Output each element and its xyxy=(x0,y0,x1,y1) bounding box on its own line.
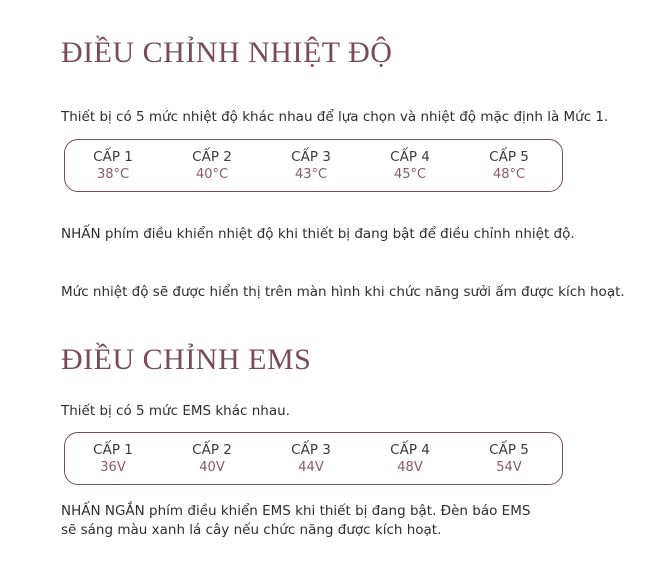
temperature-heading: ĐIỀU CHỈNH NHIỆT ĐỘ xyxy=(61,36,393,69)
level-value: 48°C xyxy=(492,166,526,182)
level-value: 40°C xyxy=(195,166,229,182)
ems-level-3 xyxy=(289,441,333,477)
level-name: CẤP 4 xyxy=(390,441,430,458)
ems-level-1 xyxy=(91,441,135,477)
temperature-level-5 xyxy=(487,148,531,184)
level-value: 44V xyxy=(298,459,324,475)
level-name: CẤP 4 xyxy=(390,148,430,165)
level-name: CẤP 3 xyxy=(291,441,331,458)
ems-level-table xyxy=(64,432,563,485)
level-name: CẤP 2 xyxy=(192,148,232,165)
temperature-level-table xyxy=(64,139,563,192)
temperature-level-4 xyxy=(388,148,432,184)
level-value: 38°C xyxy=(96,166,130,182)
level-name: CẤP 5 xyxy=(489,148,529,165)
level-value: 54V xyxy=(496,459,522,475)
level-name: CẤP 5 xyxy=(489,441,529,458)
ems-level-5 xyxy=(487,441,531,477)
level-value: 36V xyxy=(100,459,126,475)
temperature-level-2 xyxy=(190,148,234,184)
temperature-level-1 xyxy=(91,148,135,184)
level-value: 43°C xyxy=(294,166,328,182)
ems-level-4 xyxy=(388,441,432,477)
level-value: 45°C xyxy=(393,166,427,182)
ems-intro: Thiết bị có 5 mức EMS khác nhau. xyxy=(61,403,290,419)
ems-level-2 xyxy=(190,441,234,477)
level-value: 48V xyxy=(397,459,423,475)
temperature-instruction: NHẤN phím điều khiển nhiệt độ khi thiết bị đang bật để điều chỉnh nhiệt độ. xyxy=(61,226,575,242)
temperature-level-3 xyxy=(289,148,333,184)
ems-instruction-line-2: sẽ sáng màu xanh lá cây nếu chức năng được kích hoạt. xyxy=(61,522,442,538)
level-name: CẤP 1 xyxy=(93,148,133,165)
level-name: CẤP 1 xyxy=(93,441,133,458)
temperature-note: Mức nhiệt độ sẽ được hiển thị trên màn hình khi chức năng sưởi ấm được kích hoạt. xyxy=(61,284,625,300)
level-name: CẤP 3 xyxy=(291,148,331,165)
ems-instruction-line-1: NHẤN NGẮN phím điều khiển EMS khi thiết bị đang bật. Đèn báo EMS xyxy=(61,503,531,519)
ems-heading: ĐIỀU CHỈNH EMS xyxy=(61,343,312,376)
temperature-intro: Thiết bị có 5 mức nhiệt độ khác nhau để lựa chọn và nhiệt độ mặc định là Mức 1. xyxy=(61,109,609,125)
level-name: CẤP 2 xyxy=(192,441,232,458)
level-value: 40V xyxy=(199,459,225,475)
